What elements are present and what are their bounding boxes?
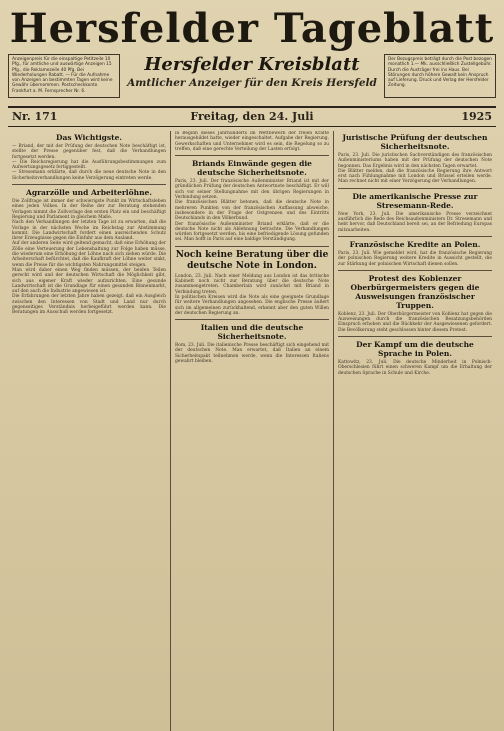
article [175,250,329,316]
article [175,159,329,243]
article-paragraph: Die Zollfrage ist immer der schwierigste Punkt im Wirtschaftsleben eines jeden Volkes. In der Reihe der zur Beratung stehenden Vorlagen nimmt die Zollvorlage den ersten Platz ein und beschäftigt Regierung und Parlament in gleichem Maße. [12,199,166,220]
article-paragraph: Die Erfahrungen der letzten Jahre haben gezeigt, daß ein Ausgleich zwischen den Interessen von Stadt und Land nur durch gegenseitiges Verständnis herbeigeführt werden kann. Die Beratungen im Ausschuß werden fortgesetzt. [12,294,166,316]
article-divider [338,236,492,237]
kreisblatt-title: Hersfelder Kreisblatt [144,54,360,75]
article-headline: Juristische Prüfung der deutschen Sicherheitsnote. [342,133,488,151]
article [338,340,492,376]
subhead [8,54,496,102]
article-headline: Protest des Koblenzer Oberbürgermeisters gegen die Ausweisungen französischer Truppen. [350,273,480,310]
article-paragraph: New York, 23. Juli. Die amerikanische Presse verzeichnet ausführlich die Rede des Reichsaußenministers Dr. Stresemann und hebt hervor, daß Deutschland bereit sei, an der Befriedung Europas mitzuarbeiten. [338,211,492,233]
article-headline: Das Wichtigste. [56,133,122,142]
article-paragraph: — Die Reichsregierung hat die Ausführungsbestimmungen zum Aufwertungsgesetz fertiggestellt. [12,159,166,171]
article [338,240,492,267]
article-headline: Die amerikanische Presse zur Stresemann-Rede. [352,191,478,210]
article [12,188,166,316]
kreisblatt-block [126,54,378,90]
article-headline: Briands Einwände gegen die deutsche Sicherheitsnote. [192,159,312,178]
article [175,323,329,364]
article-paragraph: Paris, 23. Juli. Der französische Außenminister Briand ist mit der gründlichen Prüfung der deutschen Antwortnote beschäftigt. Er will sich vor seiner Stellungnahme mit den übrigen Regierungen in Verbindung setzen. [175,179,329,201]
column-1 [8,131,170,731]
issue-year: 1925 [461,110,492,123]
article-paragraph: Paris, 23. Juli. Wie gemeldet wird, hat die französische Regierung der polnischen Regierung weitere Kredite in Aussicht gestellt, die zur Stärkung der polnischen Wirtschaft dienen sollen. [338,250,492,267]
article-divider [338,188,492,189]
article-columns [8,131,496,731]
article-divider [338,270,492,271]
article-paragraph: London, 23. Juli. Nach einer Meldung aus London ist das britische Kabinett noch nicht zur Beratung über die deutsche Note zusammengetreten. Chamberlain wird zunächst mit Briand in Verbindung treten. [175,273,329,295]
right-ear-box: Der Bezugspreis beträgt durch die Post bezogen monatlich 1.— Mk. ausschließlich Zustellgebühr. Durch die Austräger frei ins Haus. Bei Störungen durch höhere Gewalt kein Anspruch auf Lieferung. Druck und Verlag der Hersfelder Zeitung. [384,54,496,98]
article [338,192,492,233]
column-3 [333,131,496,731]
article-paragraph: Paris, 23. Juli. Die juristischen Sachverständigen des französischen Außenministeriums haben mit der Prüfung der deutschen Note begonnen. Das Ergebnis wird in den nächsten Tagen erwartet. [338,153,492,169]
article-divider [338,336,492,337]
issue-number: Nr. 171 [12,110,58,123]
left-ear-box: Anzeigenpreis für die einspaltige Petitzeile 10 Pfg., für amtliche und auswärtige Anzeigen 15 Pfg., die Reklamezeile 40 Pfg. Bei Wiederholungen Rabatt. — Für die Aufnahme von Anzeigen an bestimmten Tagen wird keine Gewähr übernommen. Postscheckkonto Frankfurt a. M. Fernsprecher Nr. 6. [8,54,120,98]
article-paragraph: Kattowitz, 23. Juli. Die deutsche Minderheit in Polnisch-Oberschlesien führt einen schweren Kampf um die Erhaltung der deutschen Sprache in Schule und Kirche. [338,360,492,376]
article [12,133,166,181]
article-divider [175,155,329,156]
column-2 [170,131,333,731]
article-divider [175,319,329,320]
article-headline: Agrarzölle und Arbeiterlöhne. [26,188,152,198]
issue-date: Freitag, den 24. Juli [190,110,314,123]
article-divider [12,184,166,185]
article-paragraph: Rom, 23. Juli. Die italienische Presse beschäftigt sich eingehend mit der deutschen Note. Man erwartet, daß Italien an einem Sicherheitspakt teilnehmen werde, wenn die Interessen Italiens gewahrt bleiben. [175,343,329,365]
article-paragraph: — Stresemann erklärte, daß durch die neue deutsche Note in den Sicherheitsverhandlungen keine Verzögerung eintreten werde. [12,170,166,181]
dateline [8,106,496,127]
article-headline: Italien und die deutsche Sicherheitsnote. [200,323,304,342]
article-paragraph: Die Blätter melden, daß die französische Regierung ihre Antwort erst nach Fühlungnahme mit London und Brüssel erteilen werde. Man rechnet nicht mit einer Verzögerung der Verhandlungen. [338,168,492,185]
article-paragraph: Die französischen Blätter betonen, daß die deutsche Note in mehreren Punkten von der französischen Auffassung abweiche, insbesondere in der Frage der Ostgrenzen und des Eintritts Deutschlands in den Völkerbund. [175,200,329,222]
article-paragraph: Koblenz, 23. Juli. Der Oberbürgermeister von Koblenz hat gegen die Ausweisungen durch die französischen Besatzungsbehörden Einspruch erhoben und die Rückkehr der Ausgewiesenen gefordert. Die Bevölkerung steht geschlossen hinter diesem Protest. [338,311,492,333]
article-paragraph: Auf der anderen Seite wird geltend gemacht, daß eine Erhöhung der Zölle eine Verteuerung der Lebenshaltung zur Folge haben müsse, die wiederum eine Erhöhung der Löhne nach sich ziehen würde. Die Arbeiterschaft befürchtet, daß die Kaufkraft der Löhne weiter sinkt, wenn die Preise für die wichtigsten Nahrungsmittel steigen. [12,241,166,268]
article [175,131,329,152]
masthead-title: Hersfelder Tageblatt [9,6,495,52]
article-divider [175,246,329,247]
article-paragraph: — Briand, der mit der Prüfung der deutschen Note beschäftigt ist, stellte der Presse gegenüber fest, daß die Verhandlungen fortgesetzt werden. [12,144,166,160]
article-headline: Der Kampf um die deutsche Sprache in Polen. [356,340,474,359]
article [338,274,492,333]
article-headline: Französische Kredite an Polen. [349,239,481,249]
article-paragraph: Der französische Außenminister Briand erklärte, daß er die deutsche Note nicht als Ablehnung betrachte. Die Verhandlungen würden fortgesetzt werden, bis eine befriedigende Lösung gefunden sei. Man hofft in Paris auf eine baldige Verständigung. [175,221,329,243]
article [338,133,492,185]
article-paragraph: In politischen Kreisen wird die Note als eine geeignete Grundlage für weitere Verhandlungen angesehen. Die englische Presse äußert sich im allgemeinen zurückhaltend, erkennt aber den guten Willen der deutschen Regierung an. [175,294,329,316]
article-headline: Noch keine Beratung über die deutsche Note in London. [175,249,329,271]
article-paragraph: in Beginn dieses Jahrhunderts im Wettbewerb der freien Kräfte herausgebildet hatte, wieder eingeschaltet. Aufgabe der Regierung, Gewerkschaften und Unternehmer wird es sein, die Regelung so zu treffen, daß eine gerechte Verteilung der Lasten erfolgt. [175,131,329,152]
article-paragraph: Man wird daher einen Weg finden müssen, der beiden Teilen gerecht wird und der deutschen Wirtschaft die Möglichkeit gibt, sich aus eigener Kraft wieder aufzurichten. Eine gesunde Landwirtschaft ist die Grundlage für einen gesunden Binnenmarkt, auf den auch die Industrie angewiesen ist. [12,267,166,295]
kreisblatt-tagline: Amtlicher Anzeiger für den Kreis Hersfeld [127,77,377,89]
article-paragraph: Nach den Verhandlungen der letzten Tage ist zu erwarten, daß die Vorlage in der nächsten Woche im Reichstag zur Abstimmung kommt. Die Landwirtschaft fordert einen ausreichenden Schutz ihrer Erzeugnisse gegen die Einfuhr aus dem Ausland. [12,220,166,242]
